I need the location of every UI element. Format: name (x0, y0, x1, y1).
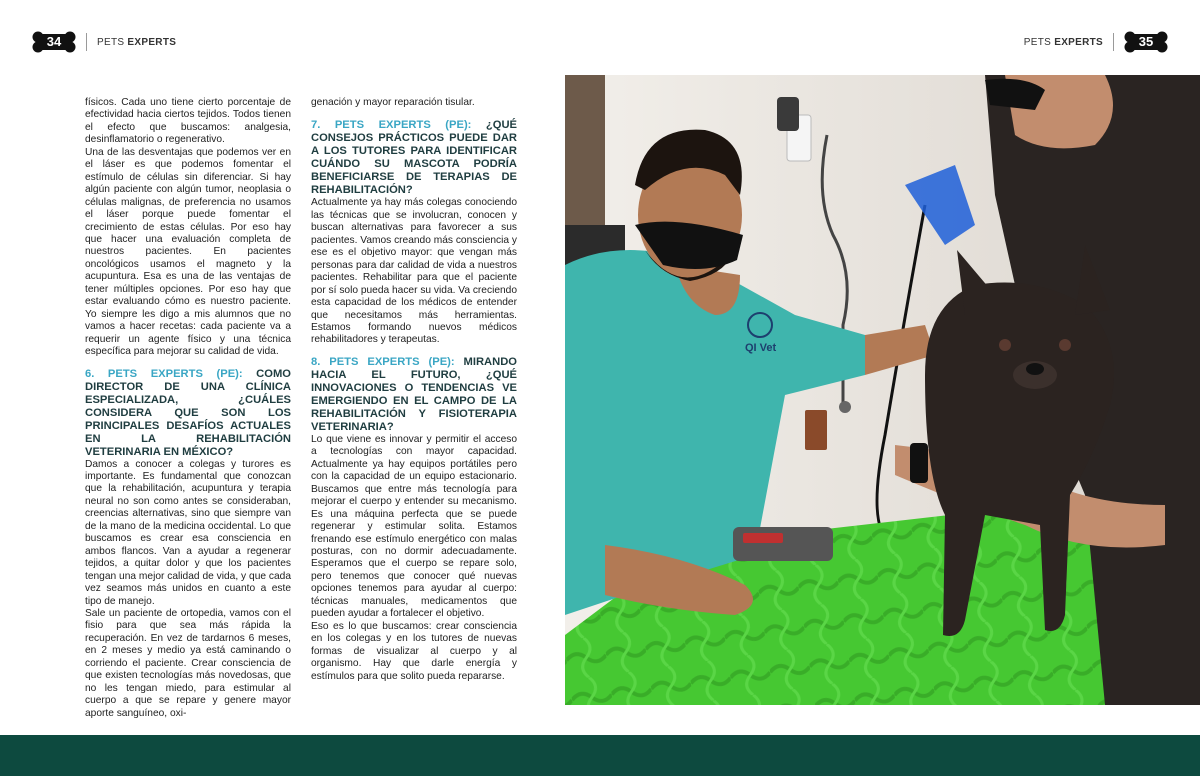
device-on-wall (777, 97, 799, 131)
magazine-name-bold: EXPERTS (127, 36, 177, 48)
header-divider (86, 33, 87, 51)
dog-eye-left (999, 339, 1011, 351)
question-text: COMO DIRECTOR DE UNA CLÍNICA ESPECIALIZADA, ¿CUÁLES CONSIDERA QUE SON LOS PRINCIPALES DESAFÍOS ACTUALES EN LA REHABILITACIÓN VETERINARIA EN MÉXICO? (85, 367, 291, 458)
bone-page-number-left (32, 31, 76, 53)
right-page-header (1024, 28, 1168, 56)
dog-eye-right (1059, 339, 1071, 351)
paragraph: Sale un paciente de ortopedia, vamos con el fisio para que sea más rápida la recuperación. En vez de tardarnos 6 meses, en 2 meses y medio ya está caminando o corriendo el paciente. Crear consciencia de que existen tecnologías más novedosas, que no les tengan miedo, para estimular al cuerpo a que se repare y genere mayor aporte sanguíneo, oxi- (85, 607, 291, 719)
paragraph: Eso es lo que buscamos: crear consciencia en los colegas y en los tutores de nuevas formas de visualizar al cuerpo y al organismo. Hay que darle energía y estímulos para que solito pueda repararse. (311, 620, 517, 682)
paragraph: genación y mayor reparación tisular. (311, 97, 475, 108)
paragraph: físicos. Cada uno tiene cierto porcentaje de efectividad hacia ciertos tejidos. Todos tienen el efecto que buscamos: analgesia, desinflamatorio o regenerativo. (85, 97, 291, 146)
paragraph: Una de las desventajas que podemos ver en el láser es que podemos fomentar el estímulo de células sin diferenciar. Si hay algún paciente con algún tumor, neoplasia o células malignas, de preferencia no usamos el láser porque puede fomentar el crecimiento de estas células. Por eso hay que hacer una evaluación completa de nuestros pacientes. En pacientes oncológicos usamos el magneto y la acupuntura. Esa es una de las ventajas de tener múltiples opciones. Por eso hay que estar evaluando cómo es nuestro paciente. Yo siempre les digo a mis alumnos que no vamos a hacer recetas: cada paciente va a requerir un agente físico y una técnica específica para mejorar su calidad de vida. (85, 146, 291, 358)
footer-band (0, 735, 1200, 776)
question-label: 7. PETS EXPERTS (PE): (311, 119, 472, 132)
question-label: 6. PETS EXPERTS (PE): (85, 367, 243, 380)
paragraph: Damos a conocer a colegas y turores es importante. Es fundamental que conozcan que la rehabilitación, acupuntura y terapia neural no son como antes se consideraban, creencias alternativas, sino que siempre van de la mano de la medicina occidental. Lo que buscamos es crear esa consciencia en ambos flancos. Van a ayudar a regenerar tejidos, a quitar dolor y que los pacientes tengan una mejor calidad de vida, y que cada vez seamos más unidos en cuanto a este tipo de manejo. (85, 458, 291, 607)
therapy-photo (565, 75, 1200, 705)
question-heading-7 (311, 119, 517, 197)
question-text: MIRANDO HACIA EL FUTURO, ¿QUÉ INNOVACIONES O TENDENCIAS VE EMERGIENDO EN EL CAMPO DE LA REHABILITACIÓN Y FISIOTERAPIA VETERINARIA? (311, 355, 517, 433)
magazine-name-light: PETS (1023, 36, 1052, 48)
header-divider (1113, 33, 1114, 51)
article-column-1 (85, 97, 291, 720)
bone-page-number-right (1124, 31, 1168, 53)
watch-icon (910, 443, 928, 483)
left-page-number: 34 (46, 34, 62, 49)
magazine-name-bold: EXPERTS (1054, 36, 1103, 48)
question-text: ¿QUÉ CONSEJOS PRÁCTICOS PUEDE DAR A LOS TUTORES PARA IDENTIFICAR CUÁNDO SU MASCOTA PODRÍA BENEFICIARSE DE TERAPIAS DE REHABILITACIÓN? (311, 119, 517, 197)
laser-device-buttons (743, 533, 783, 543)
dog-nose (1026, 363, 1044, 375)
photo-illustration (565, 75, 1200, 705)
article-column-2 (311, 97, 517, 683)
magazine-name (1024, 37, 1103, 48)
paragraph: Lo que viene es innovar y permitir el acceso a tecnologías con mayor capacidad. Actualmente ya hay equipos portátiles pero con la capacidad de un equipo estacionario. Buscamos que entre más tecnología para mejorar el cuerpo y entender su mecanismo. Es una máquina perfecta que se puede regenerar y estimular solita. Estamos frenando ese estímulo energético con malas posturas, con no dormir adecuadamente. Esperamos que el cuerpo se repare solo, pero tenemos que conocer qué nuevas opciones tenemos para ayudar al cuerpo: técnicas manuales, medicamentos que pueden ayudar a fortalecer el objetivo. (311, 433, 517, 620)
question-heading-8 (311, 356, 517, 434)
magazine-name-light: PETS (97, 36, 125, 48)
left-page-header (32, 28, 176, 56)
stethoscope-head (839, 401, 851, 413)
right-page-number: 35 (1138, 34, 1154, 49)
wall-outlet (805, 410, 827, 450)
clinic-logo-text: QI Vet (745, 342, 777, 354)
magazine-name (97, 37, 176, 48)
paragraph: Actualmente ya hay más colegas conociendo las técnicas que se involucran, conocen y buscan alternativas para favorecer a sus pacientes. Vamos creando más consciencia y ese es el objetivo mayor: que vengan más personas para dar calidad de vida a nuestros pacientes. Rehabilitar para que el paciente por sí solo pueda hacer su vida. Va creciendo esta capacidad de los médicos de entender que necesitamos más herramientas. Estamos formando nuevos médicos rehabilitadores y terapeutas. (311, 197, 517, 346)
question-label: 8. PETS EXPERTS (PE): (311, 355, 455, 368)
laser-device (733, 527, 833, 561)
question-heading-6 (85, 368, 291, 459)
